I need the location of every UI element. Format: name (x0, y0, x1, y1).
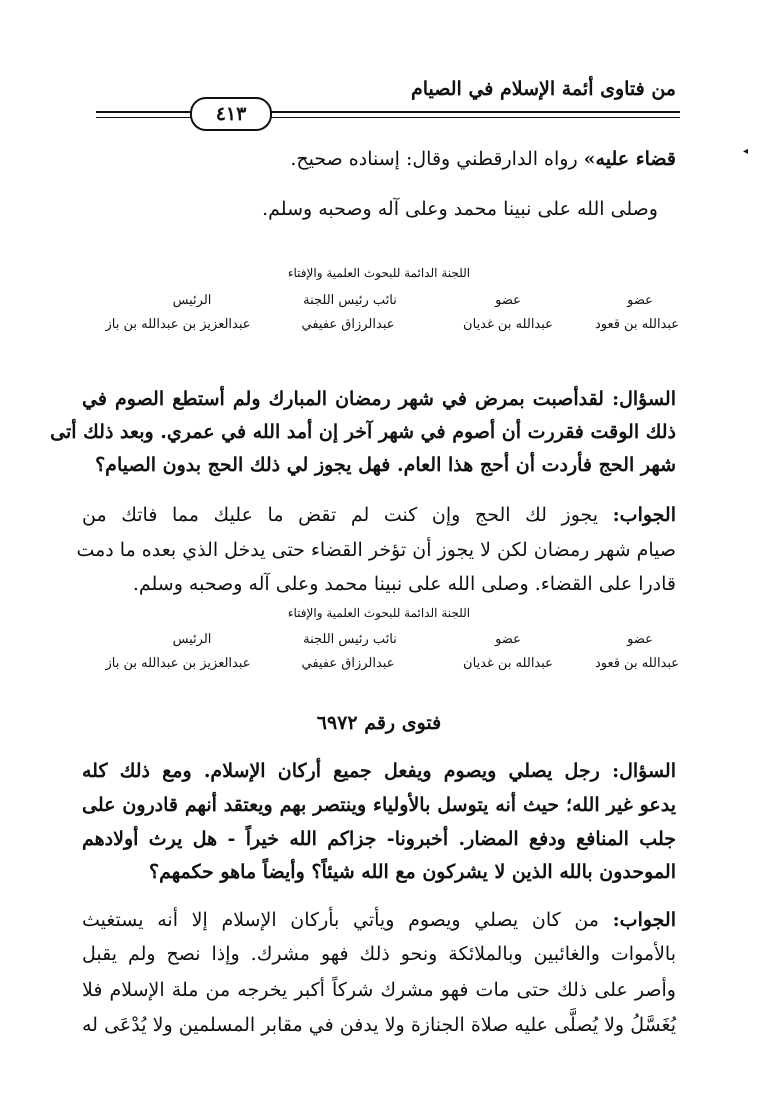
a2-text: من كان يصلي ويصوم ويأتي بأركان الإسلام إلا أنه يستغيث (82, 909, 613, 931)
q2-line-4: الموحدون بالله الذين لا يشركون مع الله شيئاً؟ وأيضاً ماهو حكمهم؟ (149, 861, 676, 883)
q1-text: لقدأصبت بمرض في شهر رمضان المبارك ولم أستطع الصوم في (82, 388, 613, 410)
book-title: من فتاوى أئمة الإسلام في الصيام (411, 78, 676, 100)
signature-role: نائب رئيس اللجنة (303, 293, 397, 308)
question-label: السؤال: (612, 388, 676, 410)
header-rule-thick (96, 111, 680, 113)
signature-name: عبدالله بن غديان (463, 317, 553, 332)
signature-role: عضو (495, 293, 521, 308)
a1-text: يجوز لك الحج وإن كنت لم تقض ما عليك مما فاتك من (82, 504, 613, 526)
signature-role: عضو (495, 632, 521, 647)
intro-rest: رواه الدارقطني وقال: إسناده صحيح. (290, 148, 584, 170)
signature-role: الرئيس (172, 293, 212, 308)
committee-title-2: اللجنة الدائمة للبحوث العلمية والإفتاء (287, 606, 471, 620)
signature-role: نائب رئيس اللجنة (303, 632, 397, 647)
header-rule-thin (96, 117, 680, 118)
a1-line-3: قادرا على القضاء. وصلى الله على نبينا محمد وعلى آله وصحبه وسلم. (132, 573, 676, 595)
signature-name: عبدالله بن قعود (594, 656, 680, 671)
question-label: السؤال: (612, 760, 676, 782)
a2-line-2: بالأموات والغائبين وبالملائكة ونحو ذلك فهو مشرك. وإذا نصح ولم يقبل (82, 943, 676, 965)
signature-name: عبدالعزيز بن عبدالله بن باز (105, 656, 251, 671)
committee-title-1: اللجنة الدائمة للبحوث العلمية والإفتاء (287, 266, 471, 280)
signature-name: عبدالله بن غديان (463, 656, 553, 671)
a1-line-2: صيام شهر رمضان لكن لا يجوز أن تؤخر القضاء حتى يدخل الذي بعده ما دمت (76, 539, 676, 561)
signature-name: عبدالرزاق عفيفي (301, 317, 395, 332)
q1-line-3: شهر الحج فأردت أن أحج هذا العام. فهل يجوز لي ذلك الحج بدون الصيام؟ (95, 454, 676, 476)
q1-line-2: ذلك الوقت فقررت أن أصوم في شهر آخر إن أمد الله في عمري. وبعد ذلك أتى (50, 421, 676, 443)
q1-line-1 (82, 386, 676, 412)
intro-line-1 (290, 146, 676, 172)
fatwa-heading: فتوى رقم ٦٩٧٢ (316, 712, 442, 734)
a2-line-3: وأصر على ذلك حتى مات فهو مشرك شركاً أكبر يخرجه من ملة الإسلام فلا (82, 979, 676, 1001)
answer-label: الجواب: (612, 909, 676, 931)
signature-role: عضو (627, 293, 653, 308)
margin-mark: ◂ (743, 146, 749, 157)
signature-name: عبدالرزاق عفيفي (301, 656, 395, 671)
signature-name: عبدالله بن قعود (594, 317, 680, 332)
intro-bold: قضاء عليه» (583, 148, 676, 170)
q2-line-2: يدعو غير الله؛ حيث أنه يتوسل بالأولياء وينتصر بهم ويعتقد أنهم قادرون على (82, 794, 676, 816)
a1-line-1 (82, 502, 676, 528)
answer-label: الجواب: (612, 504, 676, 526)
q2-line-1 (82, 758, 676, 784)
signature-role: عضو (627, 632, 653, 647)
q2-line-3: جلب المنافع ودفع المضار. أخبرونا- جزاكم الله خيراً - هل يرث أولادهم (82, 828, 676, 850)
page-number: ٤١٣ (215, 103, 247, 125)
signature-name: عبدالعزيز بن عبدالله بن باز (105, 317, 251, 332)
page-number-badge (190, 97, 272, 131)
a2-line-4: يُغَسَّلُ ولا يُصلَّى عليه صلاة الجنازة ولا يدفن في مقابر المسلمين ولا يُدْعَى له (82, 1014, 676, 1036)
signature-role: الرئيس (172, 632, 212, 647)
intro-line-2: وصلى الله على نبينا محمد وعلى آله وصحبه وسلم. (262, 198, 658, 220)
q2-text: رجل يصلي ويصوم ويفعل جميع أركان الإسلام. ومع ذلك كله (82, 760, 613, 782)
a2-line-1 (82, 907, 676, 933)
